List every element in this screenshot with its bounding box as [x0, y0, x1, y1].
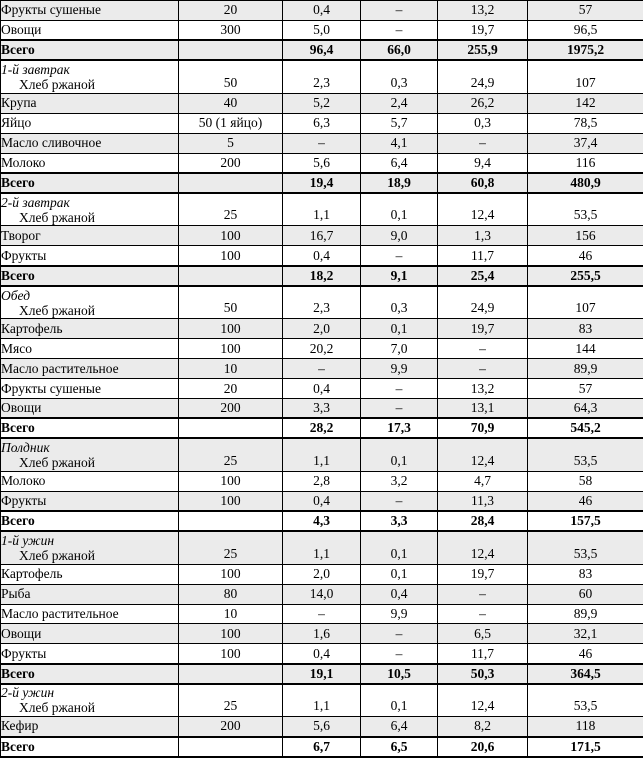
- carb-cell: –: [438, 339, 528, 359]
- food-name-cell: Масло растительное: [1, 359, 179, 379]
- food-name-cell: Молоко: [1, 471, 179, 491]
- fat-cell: 2,4: [361, 93, 438, 113]
- fat-cell: 9,0: [361, 226, 438, 246]
- protein-cell: 3,3: [283, 398, 361, 418]
- weight-cell: [179, 40, 283, 60]
- table-row: [1, 1, 643, 21]
- fat-cell: 0,4: [361, 584, 438, 604]
- weight-cell: 20: [179, 379, 283, 399]
- calories-cell: 255,5: [528, 266, 643, 286]
- protein-cell: 1,6: [283, 624, 361, 644]
- weight-cell: [179, 664, 283, 684]
- protein-cell: –: [283, 133, 361, 153]
- fat-cell: 0,1: [361, 684, 438, 717]
- protein-cell: 0,4: [283, 1, 361, 21]
- calories-cell: 57: [528, 379, 643, 399]
- fat-cell: 0,1: [361, 564, 438, 584]
- table-row: [1, 531, 643, 564]
- calories-cell: 53,5: [528, 684, 643, 717]
- carb-cell: 25,4: [438, 266, 528, 286]
- protein-cell: 19,4: [283, 173, 361, 193]
- calories-cell: 83: [528, 564, 643, 584]
- meal-section-label: Обед: [1, 287, 31, 303]
- weight-cell: 100: [179, 226, 283, 246]
- calories-cell: 83: [528, 319, 643, 339]
- meal-section-label: 1-й ужин: [1, 532, 55, 548]
- meal-section-label: 2-й завтрак: [1, 194, 70, 210]
- table-row: [1, 246, 643, 266]
- weight-cell: 5: [179, 133, 283, 153]
- food-name-cell: [1, 684, 179, 717]
- calories-cell: 96,5: [528, 20, 643, 40]
- weight-cell: 300: [179, 20, 283, 40]
- calories-cell: 157,5: [528, 511, 643, 531]
- carb-cell: 13,2: [438, 379, 528, 399]
- calories-cell: 64,3: [528, 398, 643, 418]
- carb-cell: 24,9: [438, 286, 528, 319]
- food-name-cell: [1, 193, 179, 226]
- fat-cell: 0,3: [361, 286, 438, 319]
- protein-cell: –: [283, 359, 361, 379]
- weight-cell: 100: [179, 644, 283, 664]
- protein-cell: 2,0: [283, 319, 361, 339]
- table-row: [1, 20, 643, 40]
- food-name-cell: Всего: [1, 511, 179, 531]
- fat-cell: 6,5: [361, 737, 438, 757]
- table-row: [1, 113, 643, 133]
- protein-cell: 1,1: [283, 531, 361, 564]
- calories-cell: 78,5: [528, 113, 643, 133]
- food-name-cell: Рыба: [1, 584, 179, 604]
- carb-cell: 24,9: [438, 60, 528, 93]
- fat-cell: –: [361, 20, 438, 40]
- carb-cell: 13,2: [438, 1, 528, 21]
- carb-cell: 60,8: [438, 173, 528, 193]
- protein-cell: 96,4: [283, 40, 361, 60]
- weight-cell: 10: [179, 604, 283, 624]
- weight-cell: 100: [179, 624, 283, 644]
- calories-cell: 116: [528, 153, 643, 173]
- fat-cell: 4,1: [361, 133, 438, 153]
- carb-cell: –: [438, 133, 528, 153]
- table-row: [1, 133, 643, 153]
- carb-cell: 26,2: [438, 93, 528, 113]
- weight-cell: 100: [179, 471, 283, 491]
- calories-cell: 46: [528, 644, 643, 664]
- fat-cell: –: [361, 246, 438, 266]
- carb-cell: 12,4: [438, 193, 528, 226]
- protein-cell: 5,6: [283, 717, 361, 737]
- total-row: [1, 737, 643, 757]
- weight-cell: 50 (1 яйцо): [179, 113, 283, 133]
- weight-cell: 80: [179, 584, 283, 604]
- carb-cell: 6,5: [438, 624, 528, 644]
- calories-cell: 545,2: [528, 418, 643, 438]
- carb-cell: 70,9: [438, 418, 528, 438]
- meal-section-label: 2-й ужин: [1, 685, 55, 701]
- food-name-cell: Фрукты: [1, 644, 179, 664]
- food-name-cell: Картофель: [1, 564, 179, 584]
- fat-cell: 7,0: [361, 339, 438, 359]
- total-row: [1, 664, 643, 684]
- carb-cell: 9,4: [438, 153, 528, 173]
- weight-cell: 200: [179, 398, 283, 418]
- fat-cell: 9,9: [361, 604, 438, 624]
- fat-cell: 3,3: [361, 511, 438, 531]
- table-row: [1, 471, 643, 491]
- food-name-cell: Фрукты сушеные: [1, 1, 179, 21]
- table-row: [1, 564, 643, 584]
- protein-cell: 1,1: [283, 438, 361, 471]
- food-name: Хлеб ржаной: [19, 77, 95, 93]
- calories-cell: 142: [528, 93, 643, 113]
- food-name-cell: Овощи: [1, 20, 179, 40]
- calories-cell: 89,9: [528, 359, 643, 379]
- food-name-cell: Масло растительное: [1, 604, 179, 624]
- table-row: [1, 684, 643, 717]
- weight-cell: 40: [179, 93, 283, 113]
- fat-cell: 10,5: [361, 664, 438, 684]
- weight-cell: 50: [179, 60, 283, 93]
- food-name: Хлеб ржаной: [19, 700, 95, 716]
- total-row: [1, 511, 643, 531]
- carb-cell: 12,4: [438, 531, 528, 564]
- food-name: Хлеб ржаной: [19, 547, 95, 563]
- food-name-cell: Яйцо: [1, 113, 179, 133]
- protein-cell: 5,6: [283, 153, 361, 173]
- food-name-cell: [1, 531, 179, 564]
- table-row: [1, 438, 643, 471]
- weight-cell: 100: [179, 564, 283, 584]
- calories-cell: 46: [528, 246, 643, 266]
- fat-cell: 3,2: [361, 471, 438, 491]
- protein-cell: 6,3: [283, 113, 361, 133]
- carb-cell: 12,4: [438, 684, 528, 717]
- calories-cell: 480,9: [528, 173, 643, 193]
- carb-cell: 12,4: [438, 438, 528, 471]
- food-name-cell: Всего: [1, 664, 179, 684]
- carb-cell: 19,7: [438, 20, 528, 40]
- calories-cell: 118: [528, 717, 643, 737]
- protein-cell: 0,4: [283, 644, 361, 664]
- protein-cell: 0,4: [283, 379, 361, 399]
- calories-cell: 37,4: [528, 133, 643, 153]
- calories-cell: 1975,2: [528, 40, 643, 60]
- fat-cell: 6,4: [361, 717, 438, 737]
- weight-cell: 25: [179, 684, 283, 717]
- table-row: [1, 584, 643, 604]
- food-name: Хлеб ржаной: [19, 455, 95, 471]
- food-name-cell: Мясо: [1, 339, 179, 359]
- weight-cell: 25: [179, 193, 283, 226]
- carb-cell: 19,7: [438, 564, 528, 584]
- fat-cell: 0,1: [361, 438, 438, 471]
- fat-cell: –: [361, 398, 438, 418]
- table-row: [1, 193, 643, 226]
- table-row: [1, 153, 643, 173]
- diet-table-body: [1, 1, 643, 758]
- calories-cell: 58: [528, 471, 643, 491]
- carb-cell: 4,7: [438, 471, 528, 491]
- weight-cell: 100: [179, 319, 283, 339]
- food-name-cell: Фрукты: [1, 491, 179, 511]
- weight-cell: 50: [179, 286, 283, 319]
- carb-cell: 11,3: [438, 491, 528, 511]
- table-row: [1, 286, 643, 319]
- calories-cell: 57: [528, 1, 643, 21]
- fat-cell: –: [361, 379, 438, 399]
- food-name-cell: Всего: [1, 737, 179, 757]
- carb-cell: –: [438, 604, 528, 624]
- carb-cell: 8,2: [438, 717, 528, 737]
- protein-cell: 16,7: [283, 226, 361, 246]
- carb-cell: 1,3: [438, 226, 528, 246]
- carb-cell: –: [438, 584, 528, 604]
- table-row: [1, 319, 643, 339]
- protein-cell: 2,8: [283, 471, 361, 491]
- weight-cell: 100: [179, 491, 283, 511]
- food-name-cell: Крупа: [1, 93, 179, 113]
- protein-cell: 14,0: [283, 584, 361, 604]
- calories-cell: 156: [528, 226, 643, 246]
- weight-cell: 200: [179, 153, 283, 173]
- carb-cell: 20,6: [438, 737, 528, 757]
- carb-cell: 11,7: [438, 644, 528, 664]
- fat-cell: –: [361, 644, 438, 664]
- food-name-cell: Картофель: [1, 319, 179, 339]
- carb-cell: 19,7: [438, 319, 528, 339]
- carb-cell: 255,9: [438, 40, 528, 60]
- protein-cell: –: [283, 604, 361, 624]
- fat-cell: 0,1: [361, 193, 438, 226]
- meal-section-label: Полдник: [1, 440, 50, 456]
- calories-cell: 364,5: [528, 664, 643, 684]
- calories-cell: 107: [528, 60, 643, 93]
- table-row: [1, 226, 643, 246]
- protein-cell: 2,0: [283, 564, 361, 584]
- total-row: [1, 266, 643, 286]
- table-row: [1, 339, 643, 359]
- protein-cell: 2,3: [283, 60, 361, 93]
- total-row: [1, 418, 643, 438]
- weight-cell: 200: [179, 717, 283, 737]
- protein-cell: 2,3: [283, 286, 361, 319]
- protein-cell: 20,2: [283, 339, 361, 359]
- calories-cell: 171,5: [528, 737, 643, 757]
- protein-cell: 19,1: [283, 664, 361, 684]
- fat-cell: 66,0: [361, 40, 438, 60]
- calories-cell: 144: [528, 339, 643, 359]
- table-row: [1, 604, 643, 624]
- fat-cell: 18,9: [361, 173, 438, 193]
- calories-cell: 32,1: [528, 624, 643, 644]
- protein-cell: 5,0: [283, 20, 361, 40]
- weight-cell: 100: [179, 339, 283, 359]
- fat-cell: 17,3: [361, 418, 438, 438]
- carb-cell: 50,3: [438, 664, 528, 684]
- weight-cell: [179, 737, 283, 757]
- protein-cell: 0,4: [283, 246, 361, 266]
- food-name-cell: Всего: [1, 40, 179, 60]
- weight-cell: [179, 418, 283, 438]
- protein-cell: 1,1: [283, 193, 361, 226]
- food-name-cell: Всего: [1, 418, 179, 438]
- fat-cell: –: [361, 1, 438, 21]
- meal-section-label: 1-й завтрак: [1, 62, 70, 78]
- total-row: [1, 40, 643, 60]
- calories-cell: 46: [528, 491, 643, 511]
- carb-cell: –: [438, 359, 528, 379]
- food-name: Хлеб ржаной: [19, 302, 95, 318]
- table-row: [1, 644, 643, 664]
- protein-cell: 4,3: [283, 511, 361, 531]
- protein-cell: 1,1: [283, 684, 361, 717]
- food-name-cell: Молоко: [1, 153, 179, 173]
- protein-cell: 5,2: [283, 93, 361, 113]
- calories-cell: 60: [528, 584, 643, 604]
- protein-cell: 28,2: [283, 418, 361, 438]
- calories-cell: 53,5: [528, 193, 643, 226]
- protein-cell: 6,7: [283, 737, 361, 757]
- food-name-cell: Кефир: [1, 717, 179, 737]
- weight-cell: 25: [179, 438, 283, 471]
- fat-cell: 6,4: [361, 153, 438, 173]
- fat-cell: 5,7: [361, 113, 438, 133]
- fat-cell: 9,9: [361, 359, 438, 379]
- carb-cell: 0,3: [438, 113, 528, 133]
- weight-cell: [179, 266, 283, 286]
- table-row: [1, 359, 643, 379]
- food-name-cell: [1, 286, 179, 319]
- food-name-cell: Масло сливочное: [1, 133, 179, 153]
- food-name-cell: Овощи: [1, 398, 179, 418]
- weight-cell: [179, 173, 283, 193]
- carb-cell: 28,4: [438, 511, 528, 531]
- calories-cell: 107: [528, 286, 643, 319]
- weight-cell: 20: [179, 1, 283, 21]
- weight-cell: [179, 511, 283, 531]
- carb-cell: 11,7: [438, 246, 528, 266]
- table-row: [1, 717, 643, 737]
- calories-cell: 53,5: [528, 531, 643, 564]
- food-name-cell: Овощи: [1, 624, 179, 644]
- total-row: [1, 173, 643, 193]
- weight-cell: 25: [179, 531, 283, 564]
- food-name-cell: Всего: [1, 173, 179, 193]
- weight-cell: 10: [179, 359, 283, 379]
- fat-cell: –: [361, 491, 438, 511]
- food-name-cell: Фрукты сушеные: [1, 379, 179, 399]
- protein-cell: 0,4: [283, 491, 361, 511]
- protein-cell: 18,2: [283, 266, 361, 286]
- calories-cell: 53,5: [528, 438, 643, 471]
- food-name-cell: Всего: [1, 266, 179, 286]
- table-row: [1, 624, 643, 644]
- table-row: [1, 398, 643, 418]
- fat-cell: 0,1: [361, 531, 438, 564]
- fat-cell: 9,1: [361, 266, 438, 286]
- carb-cell: 13,1: [438, 398, 528, 418]
- table-row: [1, 491, 643, 511]
- fat-cell: –: [361, 624, 438, 644]
- fat-cell: 0,3: [361, 60, 438, 93]
- fat-cell: 0,1: [361, 319, 438, 339]
- food-name: Хлеб ржаной: [19, 209, 95, 225]
- table-row: [1, 379, 643, 399]
- calories-cell: 89,9: [528, 604, 643, 624]
- weight-cell: 100: [179, 246, 283, 266]
- food-name-cell: Творог: [1, 226, 179, 246]
- table-row: [1, 60, 643, 93]
- table-row: [1, 93, 643, 113]
- food-name-cell: [1, 60, 179, 93]
- food-name-cell: [1, 438, 179, 471]
- food-name-cell: Фрукты: [1, 246, 179, 266]
